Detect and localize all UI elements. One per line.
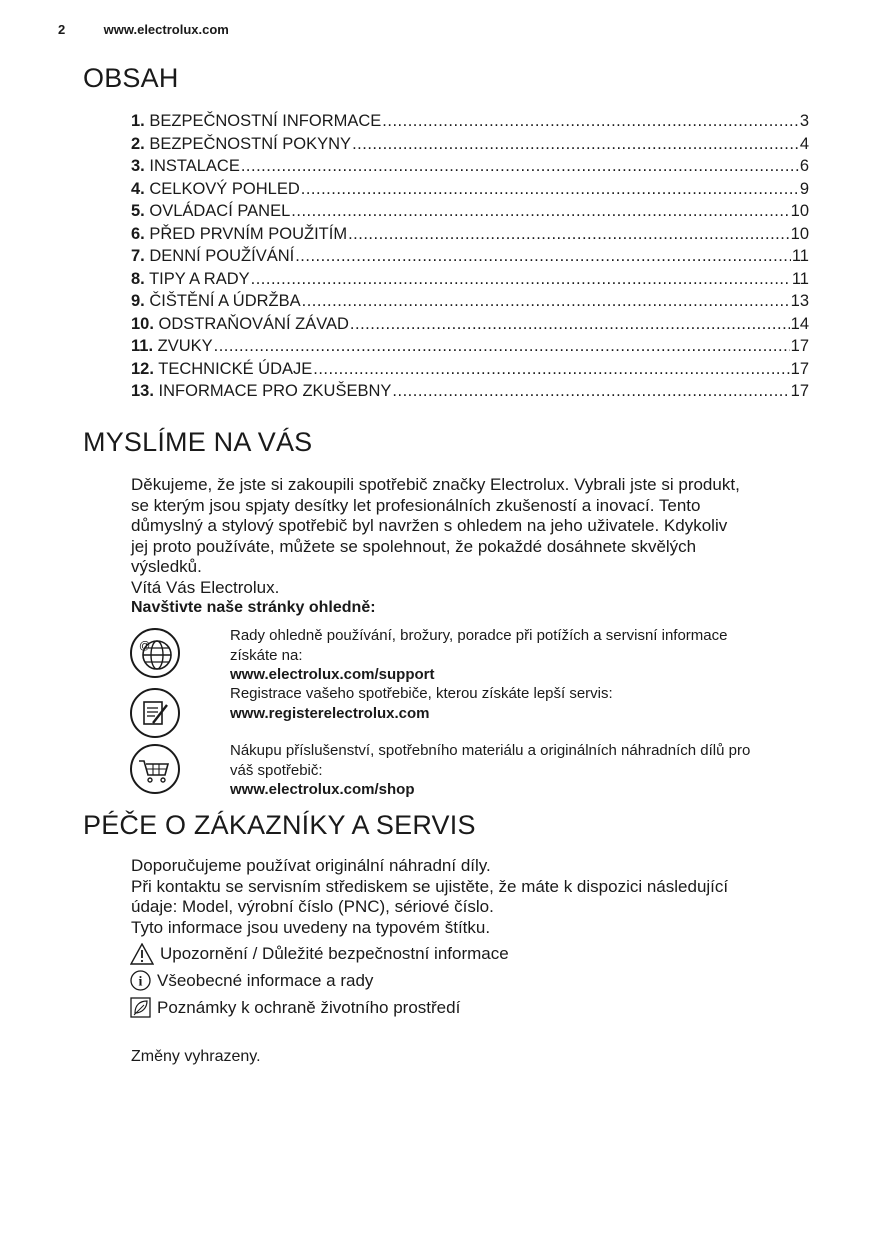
toc-item-text: BEZPEČNOSTNÍ INFORMACE <box>149 112 382 130</box>
care-paragraph <box>131 856 821 938</box>
toc-item-number: 6. <box>131 224 145 243</box>
toc-item-page: 11 <box>791 269 809 288</box>
info-icon <box>130 970 151 991</box>
toc-item-number: 2. <box>131 134 145 153</box>
globe-icon <box>129 627 181 679</box>
toc-item-text: DENNÍ POUŽÍVÁNÍ <box>149 247 295 265</box>
toc-item-text: ČIŠTĚNÍ A ÚDRŽBA <box>149 292 301 310</box>
changes-note <box>131 1047 821 1068</box>
toc-leader-dots <box>291 202 789 221</box>
support-link-text <box>230 626 820 685</box>
register-desc: Registrace vašeho spotřebiče, kterou získáte lepší servis: <box>230 685 613 702</box>
care-title: PÉČE O ZÁKAZNÍKY A SERVIS <box>83 810 476 840</box>
toc-item-label <box>131 360 312 379</box>
support-url[interactable]: www.electrolux.com/support <box>230 666 435 683</box>
toc-item-page: 17 <box>790 359 809 378</box>
warning-text: Upozornění / Důležité bezpečnostní informace <box>160 944 509 963</box>
toc-item-label <box>131 337 213 356</box>
register-link-row <box>129 684 819 742</box>
shop-desc: Nákupu příslušenství, spotřebního materiálu a originálních náhradních dílů pro <box>230 742 751 759</box>
info-text: Všeobecné informace a rady <box>157 970 374 990</box>
toc-item-number: 7. <box>131 247 145 265</box>
toc-item[interactable] <box>131 360 809 383</box>
page-number: 2 <box>58 22 66 37</box>
environment-text: Poznámky k ochraně životního prostředí <box>157 997 461 1017</box>
toc-item-label <box>131 180 300 199</box>
toc-item[interactable] <box>131 180 809 203</box>
paragraph-line: Děkujeme, že jste si zakoupili spotřebič značky Electrolux. Vybrali jste si produkt, <box>131 475 740 494</box>
toc-item-page: 6 <box>799 157 809 175</box>
toc-item[interactable] <box>131 270 809 293</box>
thinking-paragraph <box>131 475 821 619</box>
toc-item-page: 14 <box>790 314 809 333</box>
toc-leader-dots <box>350 315 790 334</box>
info-line <box>130 970 373 991</box>
shop-url[interactable]: www.electrolux.com/shop <box>230 781 415 798</box>
toc-item-number: 11. <box>131 337 154 355</box>
svg-text:i: i <box>138 974 143 990</box>
toc-item-page: 10 <box>790 224 809 243</box>
leaf-icon <box>130 997 151 1018</box>
support-desc: Rady ohledně používání, brožury, poradce při potížích a servisní informace <box>230 627 728 644</box>
warning-icon <box>130 943 154 965</box>
toc-item-text: ODSTRAŇOVÁNÍ ZÁVAD <box>158 314 349 333</box>
site-url[interactable]: www.electrolux.com <box>103 22 229 37</box>
toc-item-page: 11 <box>791 247 809 265</box>
registration-icon <box>129 687 181 739</box>
paragraph-line: Doporučujeme používat originální náhradní díly. <box>131 856 491 875</box>
toc-item-page: 9 <box>799 179 809 198</box>
toc-item-text: BEZPEČNOSTNÍ POKYNY <box>149 134 352 153</box>
toc-item-page: 13 <box>790 292 809 310</box>
toc-leader-dots <box>382 112 799 131</box>
toc-item-number: 13. <box>131 382 154 400</box>
shop-link-text <box>230 741 820 800</box>
paragraph-line: důmyslný a stylový spotřebič byl navržen s ohledem na jeho uživatele. Kdykoliv <box>131 516 728 535</box>
toc-item[interactable] <box>131 112 809 135</box>
environment-line <box>130 997 460 1018</box>
toc-item[interactable] <box>131 292 809 315</box>
toc-leader-dots <box>392 382 789 401</box>
toc-item-label <box>131 247 294 266</box>
paragraph-line: se kterým jsou spjaty desítky let profesionálních zkušeností a inovací. Tento <box>131 495 701 515</box>
toc-leader-dots <box>352 135 799 154</box>
toc-item-text: PŘED PRVNÍM POUŽITÍM <box>149 224 348 243</box>
toc-item-text: ZVUKY <box>157 337 213 355</box>
toc-leader-dots <box>214 337 790 356</box>
toc-item-text: OVLÁDACÍ PANEL <box>149 202 291 220</box>
register-url[interactable]: www.registerelectrolux.com <box>230 704 430 722</box>
toc-leader-dots <box>302 292 790 311</box>
toc-item[interactable] <box>131 382 809 405</box>
toc-leader-dots <box>251 270 791 289</box>
table-of-contents <box>131 112 809 405</box>
toc-item-label <box>131 382 391 401</box>
toc-item-number: 3. <box>131 157 145 175</box>
support-link-row <box>129 626 819 686</box>
paragraph-line: Vítá Vás Electrolux. <box>131 577 280 597</box>
toc-item[interactable] <box>131 157 809 180</box>
toc-item-number: 4. <box>131 179 145 198</box>
toc-item-page: 17 <box>790 382 809 400</box>
toc-item-label <box>131 292 301 311</box>
thinking-title: MYSLÍME NA VÁS <box>83 427 313 457</box>
toc-item-label <box>131 157 240 176</box>
toc-item-text: CELKOVÝ POHLED <box>149 179 300 198</box>
toc-item-label <box>131 315 349 334</box>
toc-leader-dots <box>348 225 790 244</box>
toc-item-text: INSTALACE <box>149 157 240 175</box>
toc-item-number: 12. <box>131 359 154 378</box>
toc-item-text: TIPY A RADY <box>149 269 250 288</box>
warning-line <box>130 943 509 965</box>
toc-item[interactable] <box>131 315 809 338</box>
toc-leader-dots <box>313 360 789 379</box>
toc-item-page: 10 <box>790 202 809 220</box>
toc-item-text: TECHNICKÉ ÚDAJE <box>158 359 313 378</box>
toc-item-label <box>131 225 347 244</box>
toc-item-number: 9. <box>131 292 145 310</box>
toc-leader-dots <box>295 247 791 266</box>
paragraph-line: výsledků. <box>131 557 202 576</box>
toc-item[interactable] <box>131 135 809 158</box>
toc-item-label <box>131 112 381 131</box>
toc-item-page: 4 <box>799 134 809 153</box>
toc-item-number: 8. <box>131 269 145 288</box>
toc-item-text: INFORMACE PRO ZKUŠEBNY <box>158 382 392 400</box>
toc-title: OBSAH <box>83 63 179 93</box>
svg-text:@: @ <box>139 640 151 652</box>
changes-text: Změny vyhrazeny. <box>131 1048 261 1065</box>
toc-item-number: 5. <box>131 202 145 220</box>
toc-item-label <box>131 270 250 289</box>
toc-item-page: 3 <box>799 112 809 130</box>
shop-link-row <box>129 741 819 801</box>
page-header <box>58 22 229 37</box>
toc-item[interactable] <box>131 225 809 248</box>
toc-leader-dots <box>241 157 799 176</box>
paragraph-line: Při kontaktu se servisním střediskem se ujistěte, že máte k dispozici následující <box>131 876 729 896</box>
shop-desc-2: váš spotřebič: <box>230 761 323 779</box>
toc-item-label <box>131 202 290 221</box>
cart-icon <box>129 743 181 795</box>
register-link-text <box>230 684 820 723</box>
toc-leader-dots <box>301 180 799 199</box>
toc-item[interactable] <box>131 337 809 360</box>
toc-item-page: 17 <box>790 337 809 355</box>
paragraph-line: údaje: Model, výrobní číslo (PNC), sériové číslo. <box>131 897 494 916</box>
toc-item[interactable] <box>131 202 809 225</box>
toc-item-number: 10. <box>131 314 154 333</box>
support-desc-2: získáte na: <box>230 646 303 664</box>
toc-item-label <box>131 135 351 154</box>
toc-item-number: 1. <box>131 112 145 130</box>
visit-heading: Navštivte naše stránky ohledně: <box>131 599 376 616</box>
paragraph-line: jej proto používáte, můžete se spolehnout, že pokaždé dosáhnete skvělých <box>131 536 697 556</box>
toc-item[interactable] <box>131 247 809 270</box>
paragraph-line: Tyto informace jsou uvedeny na typovém štítku. <box>131 917 491 937</box>
